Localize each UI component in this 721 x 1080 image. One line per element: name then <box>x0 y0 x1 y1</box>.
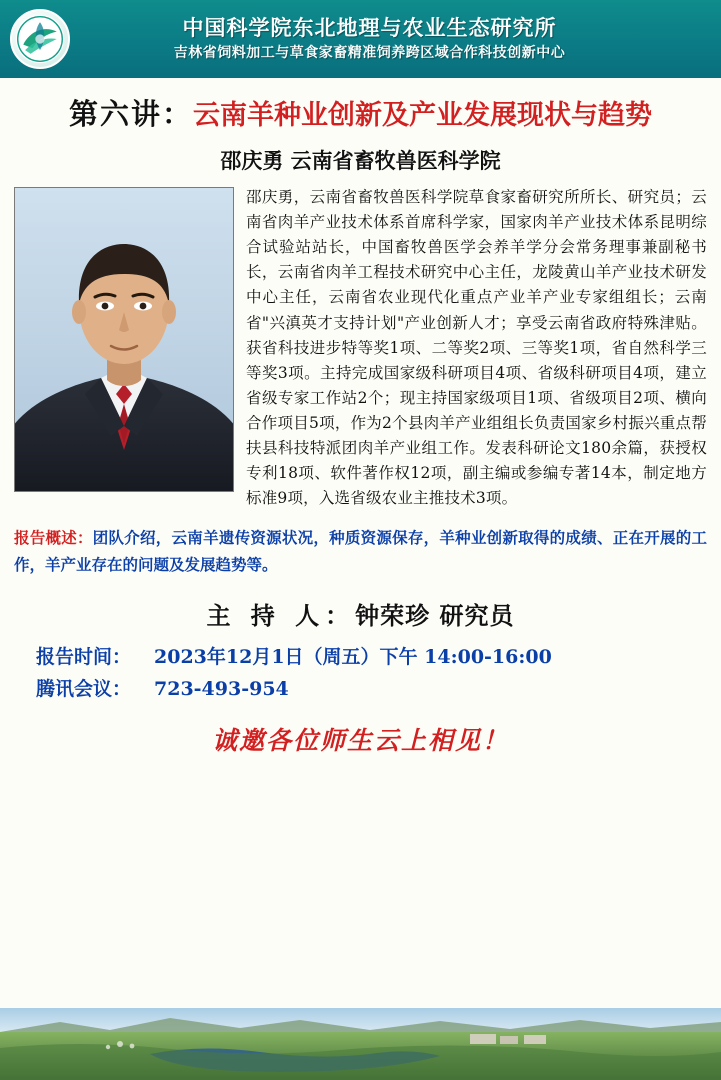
speaker-name-affiliation: 邵庆勇 云南省畜牧兽医科学院 <box>220 148 501 173</box>
meta-row-meeting-id <box>36 673 707 705</box>
host-name: 钟荣珍 研究员 <box>355 600 515 630</box>
meeting-meta <box>14 641 707 706</box>
report-summary-text: 团队介绍，云南羊遗传资源状况，种质资源保存，羊种业创新取得的成绩、正在开展的工作，羊产业存在的问题及发展趋势等。 <box>14 528 707 574</box>
speaker-portrait <box>14 187 234 492</box>
report-time-value: 2023年12月1日（周五）下午 14:00-16:00 <box>154 645 552 668</box>
meta-row-time <box>36 641 707 673</box>
lecture-number: 第六讲： <box>68 97 193 131</box>
header-banner <box>0 0 721 78</box>
meeting-id-label: 腾讯会议： <box>36 677 132 700</box>
lecture-title: 云南羊种业创新及产业发展现状与趋势 <box>193 100 652 131</box>
speaker-bio: 邵庆勇，云南省畜牧兽医科学院草食家畜研究所所长、研究员；云南省肉羊产业技术体系首席科学家，国家肉羊产业技术体系昆明综合试验站站长，中国畜牧兽医学会养羊学分会常务理事兼副秘书长，云南省肉羊工程技术研究中心主任，龙陵黄山羊产业技术研发中心主任，云南省农业现代化重点产业羊产业专家组组长；云南省"兴滇英才支持计划"产业创新人才；享受云南省政府特殊津贴。获省科技进步特等奖1项、二等奖2项、三等奖1项，省自然科学三等奖3项。主持完成国家级科研项目4项、省级科研项目4项，建立省级专家工作站2个；现主持国家级项目1项、省级项目2项、横向合作项目5项，作为2个县肉羊产业组组长负责国家乡村振兴重点帮扶县科技特派团肉羊产业组工作。发表科研论文180余篇，获授权专利18项、软件著作权12项，副主编或参编专著14本，制定地方标准9项，入选省级农业主推技术3项。 <box>246 188 707 508</box>
header-text-block <box>78 15 711 63</box>
institute-logo-icon <box>10 9 70 69</box>
footer-landscape-photo <box>0 1008 721 1080</box>
report-summary-label: 报告概述： <box>14 528 93 548</box>
host-label: 主 持 人： <box>206 600 356 630</box>
lecture-title-row <box>0 78 721 139</box>
report-time-label: 报告时间： <box>36 645 132 668</box>
report-summary <box>14 525 707 577</box>
invitation-text: 诚邀各位师生云上相见！ <box>211 726 509 756</box>
content-body <box>0 185 721 1008</box>
meeting-id-value[interactable]: 723-493-954 <box>154 677 289 700</box>
center-name: 吉林省饲料加工与草食家畜精准饲养跨区域合作科技创新中心 <box>173 45 566 62</box>
host-line <box>14 596 707 631</box>
institute-name: 中国科学院东北地理与农业生态研究所 <box>182 15 557 41</box>
